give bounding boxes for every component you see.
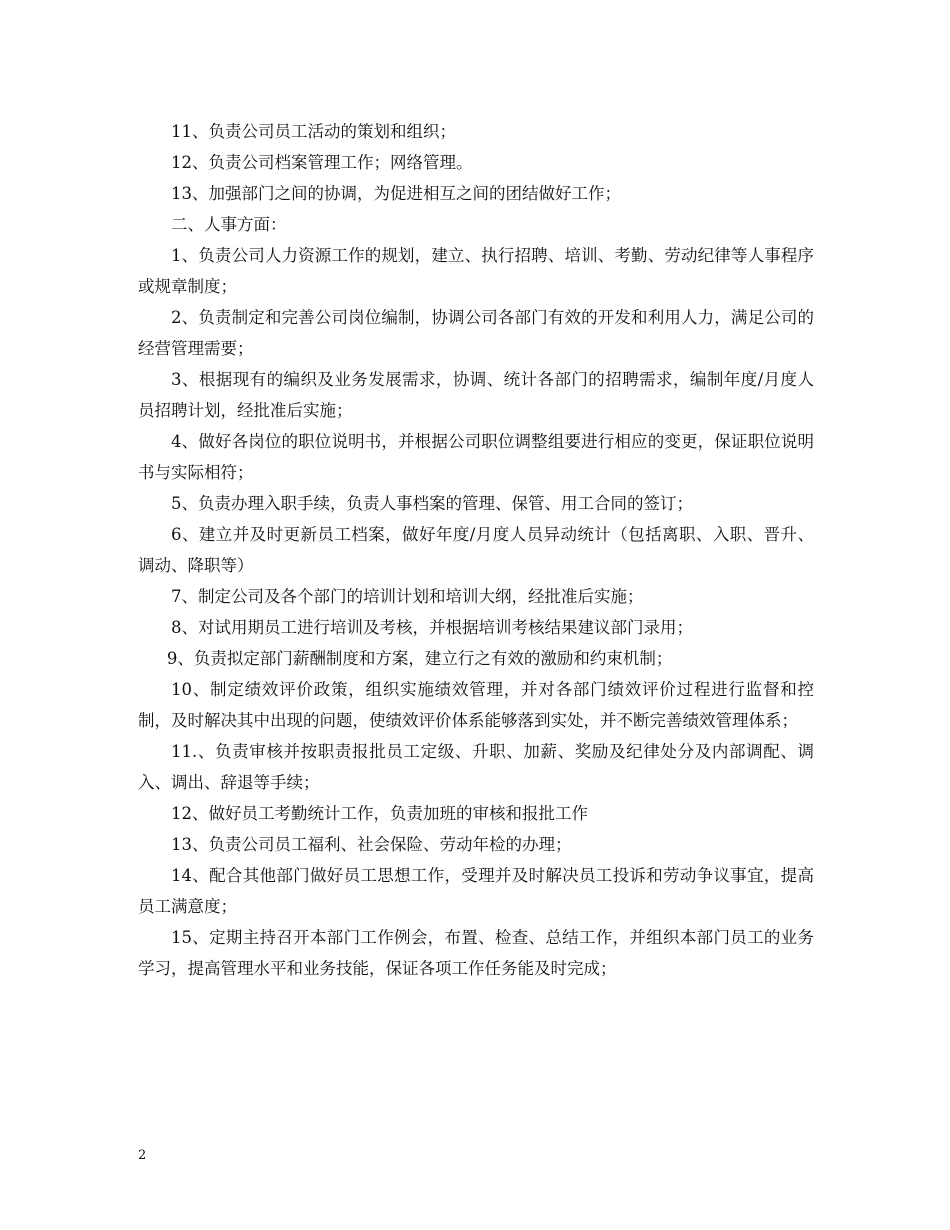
paragraph-hr-1: 1、负责公司人力资源工作的规划，建立、执行招聘、培训、考勤、劳动纪律等人事程序或规章制度； [138, 246, 814, 296]
paragraph-hr-8: 8、对试用期员工进行培训及考核，并根据培训考核结果建议部门录用； [171, 618, 693, 637]
paragraph-hr-14: 14、配合其他部门做好员工思想工作，受理并及时解决员工投诉和劳动争议事宜，提高员工满意度； [138, 866, 814, 916]
paragraph-hr-11: 11.、负责审核并按职责报批员工定级、升职、加薪、奖励及纪律处分及内部调配、调入、调出、辞退等手续； [138, 742, 814, 792]
paragraph-hr-4: 4、做好各岗位的职位说明书，并根据公司职位调整组要进行相应的变更，保证职位说明书与实际相符； [138, 432, 814, 482]
paragraph-hr-7: 7、制定公司及各个部门的培训计划和培训大纲，经批准后实施； [171, 587, 644, 606]
paragraph-item-11: 11、负责公司员工活动的策划和组织； [171, 122, 456, 141]
paragraph-hr-3: 3、根据现有的编织及业务发展需求，协调、统计各部门的招聘需求，编制年度/月度人员招聘计划，经批准后实施； [138, 370, 814, 420]
paragraph-hr-12: 12、做好员工考勤统计工作，负责加班的审核和报批工作 [171, 804, 588, 823]
paragraph-hr-2: 2、负责制定和完善公司岗位编制，协调公司各部门有效的开发和利用人力，满足公司的经营管理需要； [138, 308, 814, 358]
document-body [138, 116, 814, 984]
page-number: 2 [138, 1148, 147, 1163]
paragraph-hr-15: 15、定期主持召开本部门工作例会，布置、检查、总结工作，并组织本部门员工的业务学习，提高管理水平和业务技能，保证各项工作任务能及时完成； [138, 928, 814, 978]
paragraph-item-12: 12、负责公司档案管理工作；网络管理。 [171, 153, 473, 172]
paragraph-hr-13: 13、负责公司员工福利、社会保险、劳动年检的办理； [171, 835, 572, 854]
paragraph-hr-5: 5、负责办理入职手续，负责人事档案的管理、保管、用工合同的签订； [171, 494, 693, 513]
section-heading-personnel: 二、人事方面： [171, 215, 287, 234]
paragraph-item-13: 13、加强部门之间的协调，为促进相互之间的团结做好工作； [171, 184, 621, 203]
paragraph-hr-10: 10、制定绩效评价政策，组织实施绩效管理，并对各部门绩效评价过程进行监督和控制，及时解决其中出现的问题，使绩效评价体系能够落到实处，并不断完善绩效管理体系； [138, 680, 814, 730]
paragraph-hr-9: 9、负责拟定部门薪酬制度和方案，建立行之有效的激励和约束机制； [166, 649, 673, 668]
paragraph-hr-6: 6、建立并及时更新员工档案，做好年度/月度人员异动统计（包括离职、入职、晋升、调动、降职等） [138, 525, 814, 575]
